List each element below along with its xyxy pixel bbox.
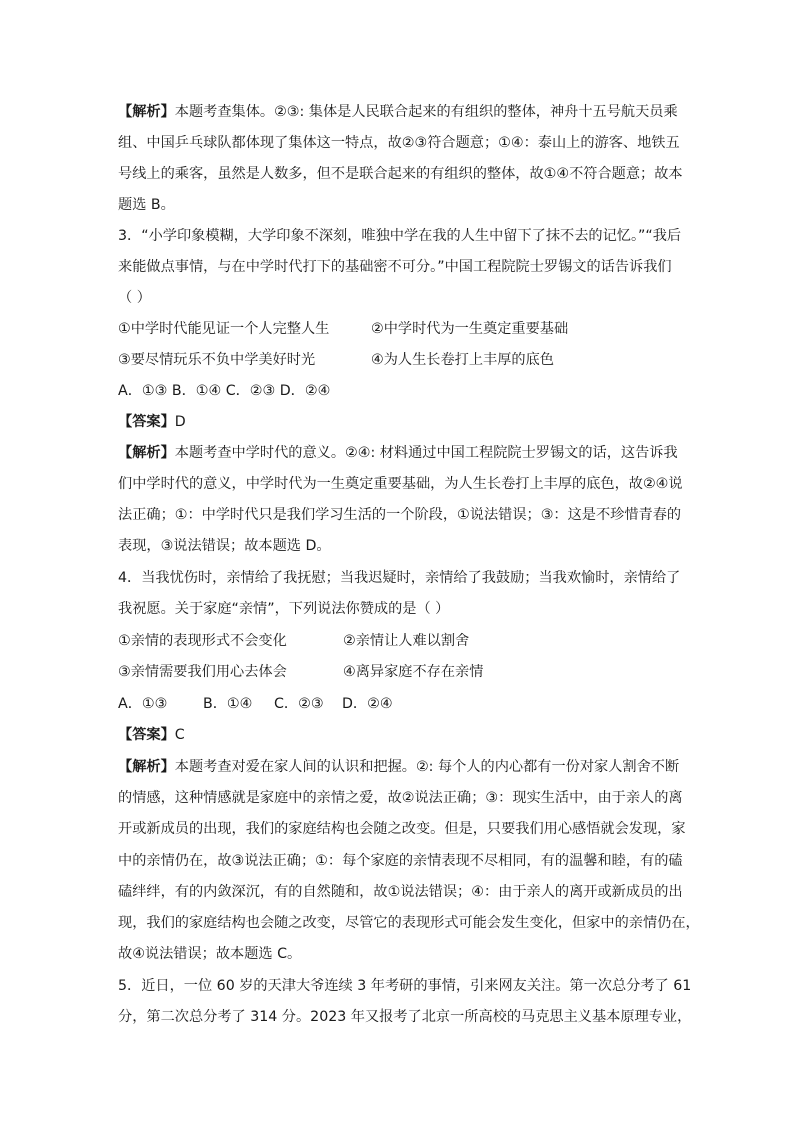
q3-option-2: ②中学时代为一生奠定重要基础 [371,321,569,337]
q3-stem-line-1: 3．“小学印象模糊，大学印象不深刻，唯独中学在我的人生中留下了抹不去的记忆。”“我后 [118,228,682,244]
q3-stem-line-3: （ ） [118,290,151,306]
analysis-label: 【解析】 [118,759,175,775]
answer-label: 【答案】 [118,414,175,430]
q3-analysis-line-3: 法正确；①：中学时代只是我们学习生活的一个阶段，①说法错误；③：这是不珍惜青春的 [118,507,682,523]
q4-stem-line-1: 4．当我忧伤时，亲情给了我抚慰；当我迟疑时，亲情给了我鼓励；当我欢愉时，亲情给了 [118,570,681,586]
q3-stem-line-2: 来能做点事情，与在中学时代打下的基础密不可分。”中国工程院院士罗锡文的话告诉我们 [118,259,672,275]
q5-stem-line-1: 5．近日，一位 60 岁的天津大爷连续 3 年考研的事情，引来网友关注。第一次总分考了 61 [118,978,692,994]
analysis-text: 本题考查对爱在家人间的认识和把握。②: 每个人的内心都有一份对家人割舍不断 [174,759,680,775]
q3-answer [118,412,678,432]
q4-option-4: ④离异家庭不存在亲情 [343,664,484,680]
analysis-1-line-3: 号线上的乘客，虽然是人数多，但不是联合起来的有组织的整体，故①④不符合题意；故本 [118,166,683,182]
q4-option-1: ①亲情的表现形式不会变化 [118,633,287,649]
q4-choice-b: B．①④ [203,696,253,712]
q4-option-3: ③亲情需要我们用心去体会 [118,664,287,680]
q4-choice-d: D．②④ [342,696,393,712]
q4-stem-line-2: 我祝愿。关于家庭“亲情”，下列说法你赞成的是（ ） [118,601,450,617]
q4-analysis-line-3: 开或新成员的出现，我们的家庭结构也会随之改变。但是，只要我们用心感悟就会发现，家 [118,821,686,837]
q3-analysis-line-4: 表现，③说法错误；故本题选 D。 [118,538,331,554]
q3-choices: A．①③ B．①④ C．②③ D．②④ [118,383,331,399]
answer-value: D [174,414,186,430]
q4-analysis-line-7: 故④说法错误；故本题选 C。 [118,946,302,962]
analysis-1-line-2: 组、中国乒乓球队都体现了集体这一特点，故②③符合题意；①④：泰山上的游客、地铁五 [118,135,680,151]
analysis-1-line-1 [118,102,678,122]
analysis-label: 【解析】 [118,445,175,461]
analysis-1-line-4: 题选 B。 [118,197,175,213]
q4-analysis-line-6: 现，我们的家庭结构也会随之改变，尽管它的表现形式可能会发生变化，但家中的亲情仍在， [118,915,700,931]
answer-value: C [174,727,185,743]
q5-stem-line-2: 分，第二次总分考了 314 分。2023 年又报考了北京一所高校的马克思主义基本原理专业， [118,1009,692,1025]
q4-analysis-line-2: 的情感，这种情感就是家庭中的亲情之爱，故②说法正确；③：现实生活中，由于亲人的离 [118,790,683,806]
q4-choice-c: C．②③ [274,696,324,712]
q3-option-4: ④为人生长卷打上丰厚的底色 [371,352,554,368]
q4-choice-a: A．①③ [118,696,168,712]
analysis-text: 本题考查中学时代的意义。②④: 材料通过中国工程院院士罗锡文的话，这告诉我 [174,445,678,461]
q4-analysis-line-4: 中的亲情仍在，故③说法正确；①：每个家庭的亲情表现不尽相同，有的温馨和睦，有的磕 [118,853,683,869]
q3-analysis-line-1 [118,443,678,463]
answer-label: 【答案】 [118,727,175,743]
analysis-label: 【解析】 [118,104,175,120]
q3-option-1: ①中学时代能见证一个人完整人生 [118,321,330,337]
q4-option-2: ②亲情让人难以割舍 [343,633,470,649]
q4-answer [118,725,678,745]
q3-analysis-line-2: 们中学时代的意义，中学时代为一生奠定重要基础，为人生长卷打上丰厚的底色，故②④说 [118,476,683,492]
q3-option-3: ③要尽情玩乐不负中学美好时光 [118,352,316,368]
analysis-text: 本题考查集体。②③: 集体是人民联合起来的有组织的整体，神舟十五号航天员乘 [174,104,678,120]
q4-analysis-line-1 [118,757,678,777]
q4-analysis-line-5: 磕绊绊，有的内敛深沉，有的自然随和，故①说法错误；④：由于亲人的离开或新成员的出 [118,884,683,900]
